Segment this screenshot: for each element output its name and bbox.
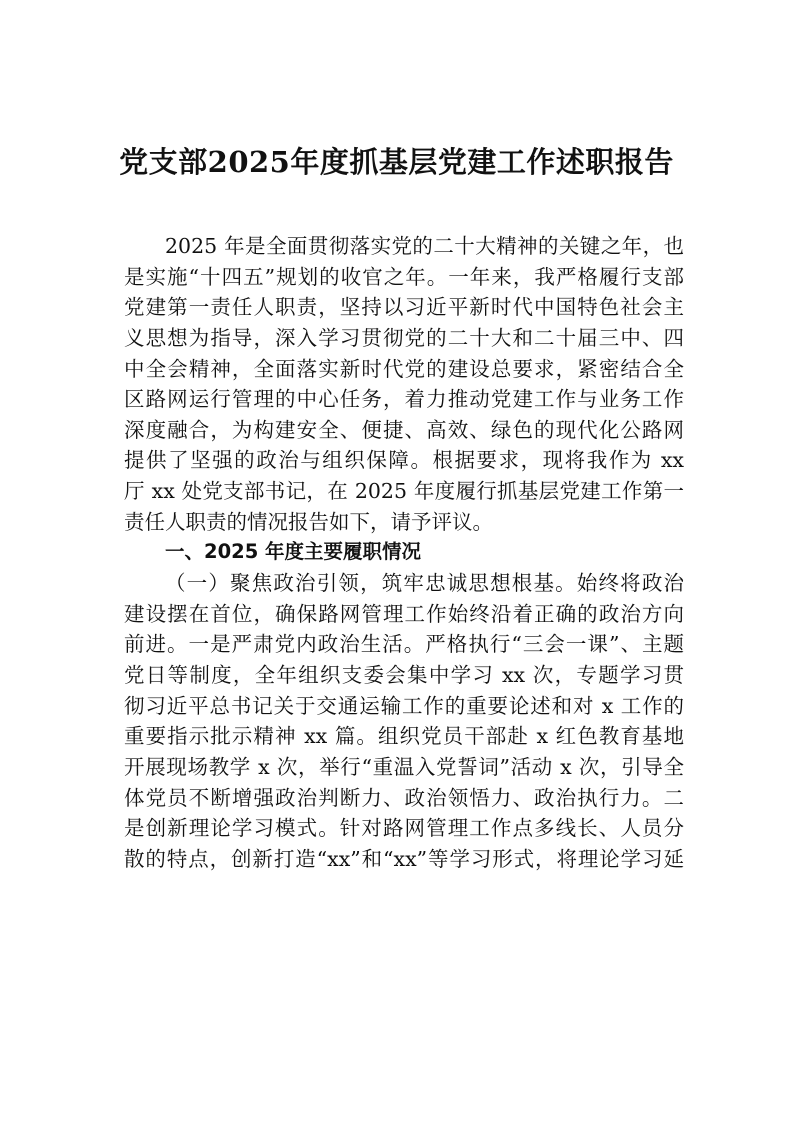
paragraph-line: 建设摆在首位，确保路网管理工作始终沿着正确的政治方向 [124,601,684,626]
paragraph-line: 2025 年是全面贯彻落实党的二十大精神的关键之年，也 [165,234,684,258]
paragraph-line: 中全会精神，全面落实新时代党的建设总要求，紧密结合全 [124,356,684,381]
document-title: 党支部2025年度抓基层党建工作述职报告 [119,145,674,179]
paragraph-line: 散的特点，创新打造“xx”和“xx”等学习形式，将理论学习延 [124,846,684,871]
document-body [124,231,684,874]
paragraph-line: 开展现场教学 x 次，举行“重温入党誓词”活动 x 次，引导全 [124,754,684,779]
paragraph-line: 责任人职责的情况报告如下，请予评议。 [124,509,493,534]
paragraph-line: 是实施“十四五”规划的收官之年。一年来，我严格履行支部 [124,264,684,289]
paragraph-line: 厅 xx 处党支部书记，在 2025 年度履行抓基层党建工作第一 [124,479,684,504]
paragraph-line: 体党员不断增强政治判断力、政治领悟力、政治执行力。二 [124,785,684,810]
paragraph-line: 彻习近平总书记关于交通运输工作的重要论述和对 x 工作的 [124,693,684,718]
paragraph-line: 义思想为指导，深入学习贯彻党的二十大和二十届三中、四 [124,325,684,350]
paragraph-line: 党日等制度，全年组织支委会集中学习 xx 次，专题学习贯 [124,662,684,687]
paragraph-line: 党建第一责任人职责，坚持以习近平新时代中国特色社会主 [124,295,684,320]
paragraph-line: 重要指示批示精神 xx 篇。组织党员干部赴 x 红色教育基地 [124,724,684,749]
paragraph-line: 区路网运行管理的中心任务，着力推动党建工作与业务工作 [124,387,684,412]
paragraph-line: 提供了坚强的政治与组织保障。根据要求，现将我作为 xx [124,448,684,473]
paragraph-line: （一）聚焦政治引领，筑牢忠诚思想根基。始终将政治 [165,571,684,596]
paragraph-line: 前进。一是严肃党内政治生活。严格执行“三会一课”、主题 [124,632,684,657]
paragraph-line: 深度融合，为构建安全、便捷、高效、绿色的现代化公路网 [124,417,684,442]
paragraph-line: 是创新理论学习模式。针对路网管理工作点多线长、人员分 [124,816,684,841]
section-heading: 一、2025 年度主要履职情况 [165,540,422,564]
